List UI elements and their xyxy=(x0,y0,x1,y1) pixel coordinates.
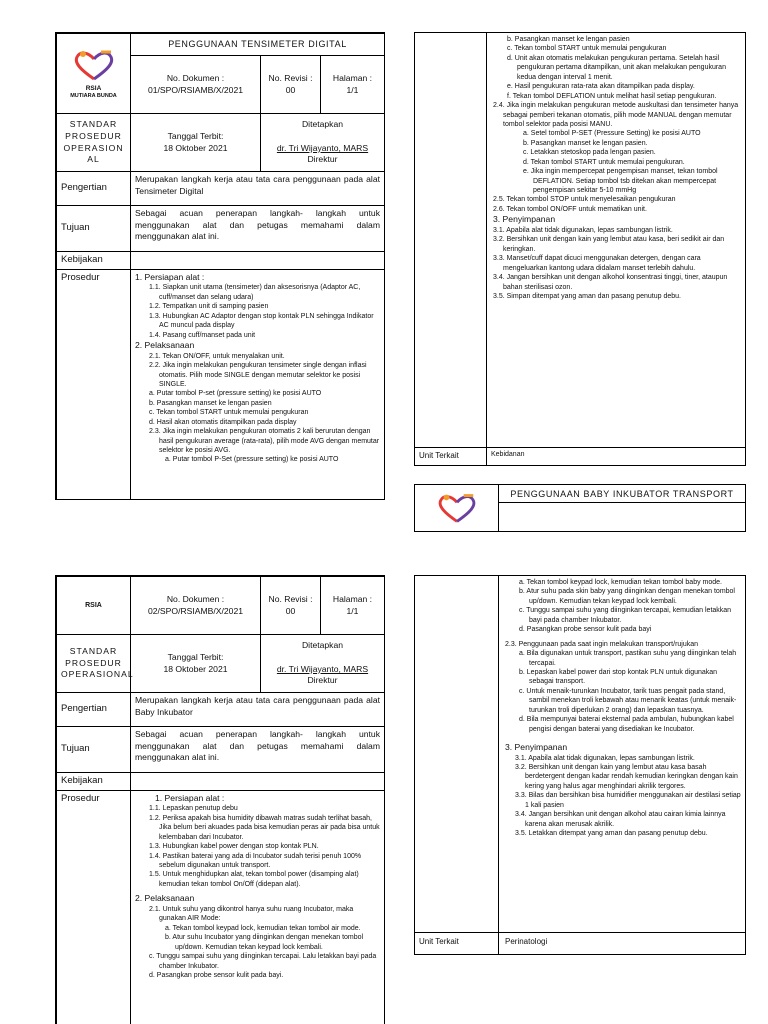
approval-cell xyxy=(261,635,385,693)
list-item: 2.3. Penggunaan pada saat ingin melakukan transport/rujukan xyxy=(505,640,699,648)
list-item: b. Pasangkan manset ke lengan pasien xyxy=(149,399,272,407)
list-item: d. Hasil akan otomatis ditampilkan pada display xyxy=(149,418,297,426)
page-value: 1/1 xyxy=(346,605,359,616)
inkubator-header xyxy=(414,484,746,532)
revision-cell xyxy=(261,577,321,635)
related-unit-label: Unit Terkait xyxy=(415,933,499,955)
document-title: PENGGUNAAN TENSIMETER DIGITAL xyxy=(131,34,385,56)
list-item: a. Putar tombol P-Set (pressure setting) ke posisi AUTO xyxy=(165,456,339,464)
procedure-label: Prosedur xyxy=(57,790,131,1024)
definition-text: Merupakan langkah kerja atau tata cara penggunaan pada alat Tensimeter Digital xyxy=(131,172,385,206)
list-item: b. Lepaskan kabel power dari stop kontak PLN untuk digunakan sebagai transport. xyxy=(519,668,718,686)
tensimeter-page-2 xyxy=(414,32,746,466)
issue-date-cell xyxy=(131,114,261,172)
list-item: 3.4. Jangan bersihkan unit dengan alkohol konsentrasi tinggi, tiner, ataupun bahan sterilisasi ozon. xyxy=(493,274,728,291)
approval-label: Ditetapkan xyxy=(301,640,344,651)
issue-date-label: Tanggal Terbit: xyxy=(167,651,224,662)
logo-subtitle: MUTIARA BUNDA xyxy=(70,92,117,99)
heart-logo-icon xyxy=(435,491,479,525)
left-column xyxy=(415,33,487,465)
document-number-label: No. Dokumen : xyxy=(166,72,225,83)
policy-label: Kebijakan xyxy=(57,252,131,270)
list-item: 3.2. Bersihkan unit dengan kain yang lembut atau kasa, beri sedikit air dan keringkan. xyxy=(493,236,725,253)
list-item: a. Setel tombol P-SET (Pressure Setting) ke posisi AUTO xyxy=(523,130,701,138)
list-item: 3.3. Manset/cuff dapat dicuci menggunakan detergen, dengan cara mengeluarkan kantong udara didalam manset terlebih dahulu. xyxy=(493,255,701,272)
document-number-value: 02/SPO/RSIAMB/X/2021 xyxy=(147,605,244,616)
issue-date-label: Tanggal Terbit: xyxy=(167,130,224,141)
list-item: c. Tekan tombol START untuk memulai pengukuran xyxy=(149,409,309,417)
list-item: d. Bila mempunyai baterai eksternal pada ambulan, hubungkan kabel pengisi dengan baterai yang disediakan ke Incubator. xyxy=(519,716,734,733)
list-item: 2.1. Untuk suhu yang dikontrol hanya suhu ruang Incubator, maka gunakan AIR Mode: xyxy=(149,905,354,923)
issue-date-value: 18 Oktober 2021 xyxy=(163,663,228,674)
list-item: 3.5. Letakkan ditempat yang aman dan pasang penutup debu. xyxy=(515,830,708,838)
director-title: Direktur xyxy=(307,154,338,165)
procedure-continuation xyxy=(493,35,741,301)
procedure-label: Prosedur xyxy=(57,269,131,500)
left-column xyxy=(415,576,499,954)
list-item: d. Unit akan otomatis melakukan pengukuran pertama. Setelah hasil pengukuran pertama ditampilkan, unit akan melakukan pengukuran kedua dengan interval 1 menit. xyxy=(507,54,726,81)
list-item: 3.5. Simpan ditempat yang aman dan pasang penutup debu. xyxy=(493,292,681,300)
related-unit-value: Perinatologi xyxy=(505,937,548,946)
list-item: 2.5. Tekan tombol STOP untuk menyelesaikan pengukuran xyxy=(493,196,676,204)
list-item: 3.2. Bersihkan unit dengan kain yang lembut atau kasa basah berdetergent dengan kadar rendah kemudian keringkan dengan kain kering yang halus agar menghindari akrilik tergores. xyxy=(515,764,738,790)
list-item: 2.2. Jika ingin melakukan pengukuran tensimeter single dengan inflasi otomatis. Pilih mode SINGLE dengan memutar selektor ke posisi SINGLE. xyxy=(149,362,367,388)
page-cell xyxy=(321,577,385,635)
list-item: b. Atur suhu pada skin baby yang diinginkan dengan menekan tombol up/down. Kemudian tekan keypad lock kembali. xyxy=(519,588,735,605)
inkubator-title: PENGGUNAAN BABY INKUBATOR TRANSPORT xyxy=(499,485,745,503)
list-item: 2.1. Tekan ON/OFF, untuk menyalakan unit. xyxy=(149,352,285,360)
list-item: c. Letakkan stetoskop pada lengan pasien. xyxy=(523,149,656,157)
policy-label: Kebijakan xyxy=(57,773,131,791)
revision-value: 00 xyxy=(285,84,296,95)
document-number-label: No. Dokumen : xyxy=(166,593,225,604)
page-cell xyxy=(321,56,385,114)
list-item: e. Jika ingin mempercepat pengempisan manset, tekan tombol DEFLATION. Setiap tombol tsb ditekan akan mempercepat pengempisan sekitar 5-10 mmHg xyxy=(523,168,718,194)
list-item: 1.1. Siapkan unit utama (tensimeter) dan aksesorisnya (Adaptor AC, cuff/manset dan selang udara) xyxy=(149,284,361,301)
list-item: c. Tekan tombol START untuk memulai pengukuran xyxy=(507,45,667,53)
spo-label: STANDAR PROSEDUR OPERASIONAL xyxy=(57,635,131,693)
list-item: 1.1. Lepaskan penutup debu xyxy=(149,805,238,813)
issue-date-value: 18 Oktober 2021 xyxy=(163,142,228,153)
list-item: b. Pasangkan manset ke lengan pasien xyxy=(507,36,630,43)
approval-cell xyxy=(261,114,385,172)
list-item: c. Tunggu sampai suhu yang diinginkan tercapai, kemudian letakkan bayi pada chamber Inkubator. xyxy=(519,607,732,624)
related-unit-label: Unit Terkait xyxy=(415,448,487,466)
list-item: a. Bila digunakan untuk transport, pastikan suhu yang diinginkan telah tercapai. xyxy=(519,650,737,667)
inkubator-page-1 xyxy=(55,575,385,1024)
list-item: d. Pasangkan probe sensor kulit pada bayi xyxy=(519,626,652,634)
list-item: d. Tekan tombol START untuk memulai pengukuran. xyxy=(523,158,685,166)
list-item: 2.4. Jika ingin melakukan pengukuran metode auskultasi dan tensimeter hanya sebagai pemberi tekanan otomatis, pilih mode MANUAL dengan memutar tombol selektor pada posisi MANU. xyxy=(493,102,739,128)
logo-name: RSIA xyxy=(57,577,131,635)
list-item: d. Pasangkan probe sensor kulit pada bayi. xyxy=(149,972,284,979)
list-item: 2.6. Tekan tombol ON/OFF untuk mematikan unit. xyxy=(493,205,647,213)
list-item: 1. Persiapan alat : xyxy=(135,271,205,282)
policy-text xyxy=(131,252,385,270)
procedure-continuation xyxy=(505,578,741,839)
approval-label: Ditetapkan xyxy=(301,119,344,130)
spo-label: STANDAR PROSEDUR OPERASION AL xyxy=(57,114,131,172)
related-unit-value: Kebidanan xyxy=(491,451,525,458)
list-item: c. Untuk menaik-turunkan Incubator, tarik tuas pengait pada stand, sambil menekan troli kebawah atau menarik keatas (untuk menaik-turunkan troli diperlukan 2 orang) dan lepaskan tuasnya. xyxy=(519,687,737,714)
revision-value: 00 xyxy=(285,605,296,616)
inkubator-page-2 xyxy=(414,575,746,955)
definition-label: Pengertian xyxy=(57,172,131,206)
director-name: dr. Tri Wijayanto, MARS xyxy=(276,142,369,153)
hospital-logo xyxy=(57,34,131,114)
issue-date-cell xyxy=(131,635,261,693)
revision-label: No. Revisi : xyxy=(268,593,313,604)
list-item: e. Hasil pengukuran rata-rata akan ditampilkan pada display. xyxy=(507,83,695,91)
list-item: 3.1. Apabila alat tidak digunakan, lepas sambungan listrik. xyxy=(515,754,695,762)
list-item: 2. Pelaksanaan xyxy=(135,340,195,351)
list-item: f. Tekan tombol DEFLATION untuk melihat hasil setiap pengukuran. xyxy=(507,92,717,100)
purpose-label: Tujuan xyxy=(57,206,131,252)
related-unit-row xyxy=(415,932,746,955)
procedure-list xyxy=(131,269,385,500)
list-item: 1.5. Untuk menghidupkan alat, tekan tombol power (disamping alat) kemudian tekan tombol On/Off (didepan alat). xyxy=(149,871,359,888)
page-label: Halaman : xyxy=(332,72,373,83)
definition-text: Merupakan langkah kerja atau tata cara penggunaan pada alat Baby Inkubator xyxy=(131,693,385,727)
list-item: 3.1. Apabila alat tidak digunakan, lepas sambungan listrik. xyxy=(493,226,673,234)
purpose-text: Sebagai acuan penerapan langkah- langkah untuk menggunakan alat dan petugas memahami dalam menggunakan alat ini. xyxy=(131,206,385,252)
tensimeter-page-1 xyxy=(55,32,385,500)
page-label: Halaman : xyxy=(332,593,373,604)
document-number-value: 01/SPO/RSIAMB/X/2021 xyxy=(147,84,244,95)
list-item: c. Tunggu sampai suhu yang diinginkan tercapai. Lalu letakkan bayi pada chamber Inkubator. xyxy=(149,953,377,970)
list-item: 1.3. Hubungkan AC Adaptor dengan stop kontak PLN sehingga Indikator AC muncul pada display xyxy=(149,312,374,330)
list-item: 1.4. Pastikan baterai yang ada di Incubator sudah terisi penuh 100% sebelum digunakan untuk transport. xyxy=(149,852,362,870)
director-name: dr. Tri Wijayanto, MARS xyxy=(276,663,369,674)
list-item: 3.4. Jangan bersihkan unit dengan alkohol atau cairan kimia lainnya karena akan merusak akrilik. xyxy=(515,811,726,828)
definition-label: Pengertian xyxy=(57,693,131,727)
director-title: Direktur xyxy=(307,675,338,686)
revision-label: No. Revisi : xyxy=(268,72,313,83)
list-item: a. Tekan tombol keypad lock, kemudian tekan tombol baby mode. xyxy=(519,579,722,586)
heart-logo-icon xyxy=(71,48,117,82)
list-item: a. Tekan tombol keypad lock, kemudian tekan tombol air mode. xyxy=(165,924,361,932)
document-number-cell xyxy=(131,56,261,114)
list-item: a. Putar tombol P-set (pressure setting) ke posisi AUTO xyxy=(149,390,322,398)
list-item: 1.3. Hubungkan kabel power dengan stop kontak PLN. xyxy=(149,843,319,851)
list-item: 2.3. Jika ingin melakukan pengukuran otomatis 2 kali berurutan dengan hasil pengukuran average (rata-rata), pilih mode AVG dengan memutar selektor ke posisi AVG. xyxy=(149,428,380,454)
list-item: 1.2. Periksa apakah bisa humidity dibawah matras sudah terlihat basah, Jika belum beri akuades pada bisa kemudian peras air pada bisa untuk kelembaban dari Incubator. xyxy=(149,814,380,841)
procedure-list xyxy=(131,790,385,1024)
list-item: 1. Persiapan alat : xyxy=(155,792,225,803)
header-logo-cell xyxy=(415,485,499,531)
list-item: 1.4. Pasang cuff/manset pada unit xyxy=(149,331,256,339)
purpose-label: Tujuan xyxy=(57,727,131,773)
related-unit-row xyxy=(415,447,746,466)
list-item: 2. Pelaksanaan xyxy=(135,893,195,904)
page-value: 1/1 xyxy=(346,84,359,95)
list-item: b. Atur suhu Incubator yang diinginkan dengan menekan tombol up/down. Kemudian tekan keypad lock kembali. xyxy=(165,934,364,951)
list-item: 3. Penyimpanan xyxy=(493,214,556,225)
list-item: 3. Penyimpanan xyxy=(505,742,568,752)
policy-text xyxy=(131,773,385,791)
list-item: b. Pasangkan manset ke lengan pasien. xyxy=(523,139,648,147)
revision-cell xyxy=(261,56,321,114)
list-item: 3.3. Bilas dan bersihkan bisa humidifier menggunakan air destilasi setiap 1 kali pasien xyxy=(515,792,741,809)
list-item: 1.2. Tempatkan unit di samping pasien xyxy=(149,303,269,311)
logo-name: RSIA xyxy=(85,85,102,93)
purpose-text: Sebagai acuan penerapan langkah- langkah untuk menggunakan alat dan petugas memahami dalam menggunakan alat ini. xyxy=(131,727,385,773)
document-number-cell xyxy=(131,577,261,635)
